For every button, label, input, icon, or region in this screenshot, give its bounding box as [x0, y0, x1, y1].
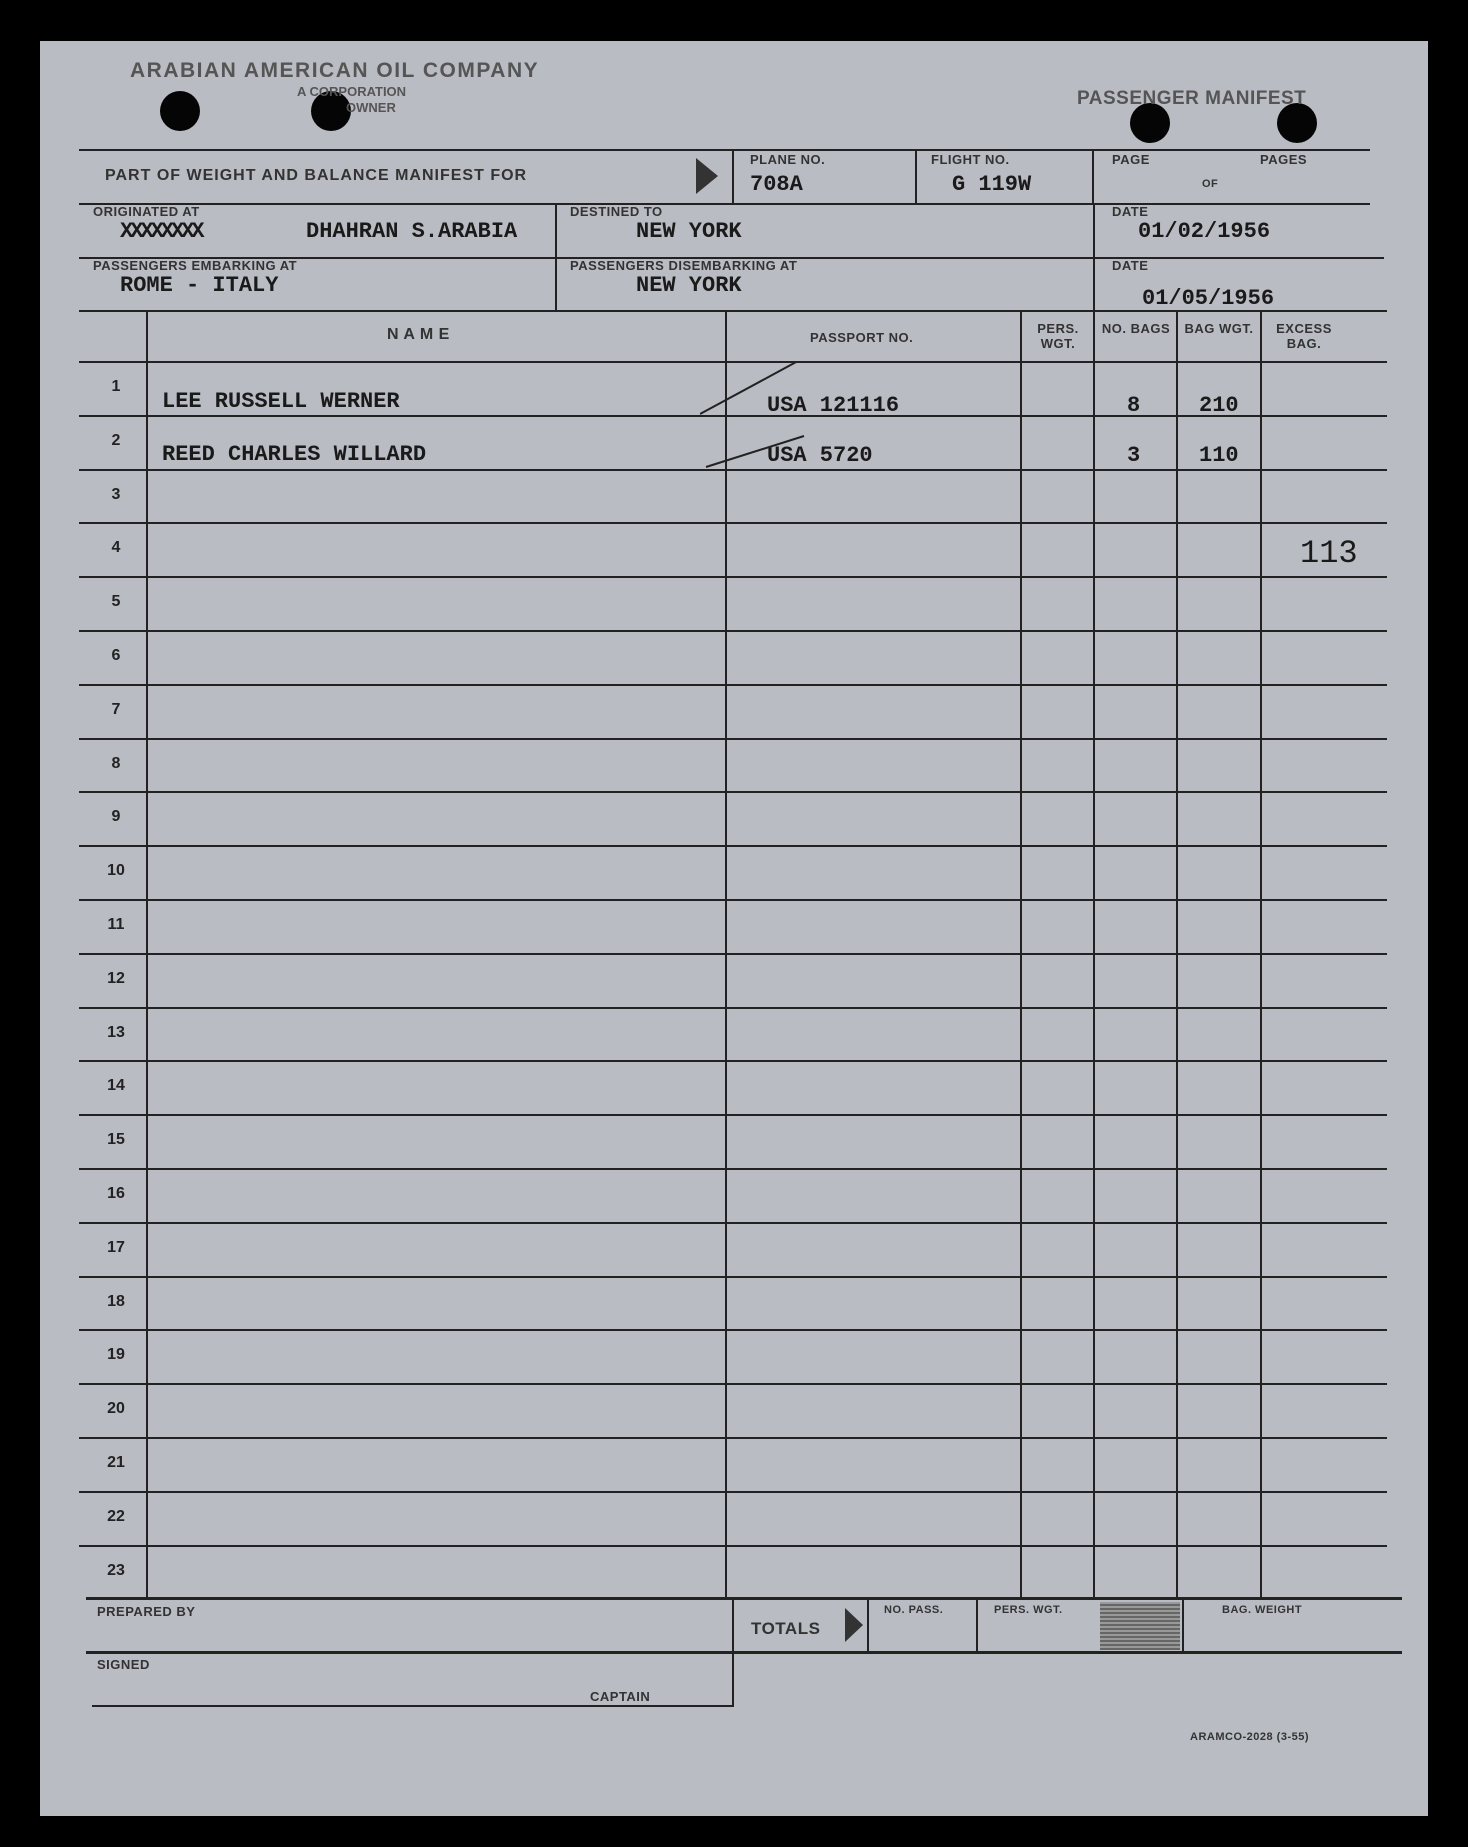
totals-label: TOTALS	[751, 1619, 821, 1638]
company-owner: OWNER	[346, 100, 396, 115]
date-label: DATE	[1112, 204, 1149, 219]
captain-label: CAPTAIN	[590, 1689, 651, 1704]
passport-no: USA 121116	[767, 393, 900, 418]
passport-no: USA 5720	[767, 443, 873, 468]
originated-at: DHAHRAN S.ARABIA	[306, 219, 518, 244]
no-bags: 3	[1127, 443, 1141, 468]
date-label: DATE	[1112, 258, 1149, 273]
col-no-bags: NO. BAGS	[1101, 321, 1171, 336]
row-number: 4	[111, 539, 121, 557]
row-number: 6	[111, 647, 121, 664]
row-number: 7	[111, 700, 121, 718]
embarking-at: ROME - ITALY	[120, 273, 279, 298]
no-pass-label: NO. PASS.	[884, 1604, 944, 1616]
row-number: 13	[107, 1023, 125, 1041]
row-number: 5	[111, 593, 121, 611]
disembark-label: PASSENGERS DISEMBARKING AT	[570, 258, 798, 273]
prepared-by-label: PREPARED BY	[97, 1604, 196, 1619]
row-number: 19	[107, 1346, 125, 1364]
row-number: 2	[111, 431, 121, 449]
pages-label: PAGES	[1260, 152, 1308, 167]
col-pers-wgt: PERS. WGT.	[1037, 321, 1079, 351]
flight-no: G 119W	[952, 172, 1032, 197]
arrival-date: 01/05/1956	[1142, 286, 1275, 311]
embark-label: PASSENGERS EMBARKING AT	[93, 258, 298, 273]
row-number: 16	[107, 1185, 125, 1202]
no-bags: 8	[1127, 393, 1141, 418]
row-number: 11	[107, 916, 125, 933]
plane-no: 708A	[750, 172, 803, 197]
disembarking-at: NEW YORK	[636, 273, 742, 298]
of-label: OF	[1202, 178, 1219, 190]
row-number: 1	[111, 378, 121, 395]
page-label: PAGE	[1112, 152, 1150, 167]
row-number: 3	[111, 485, 121, 503]
departure-date: 01/02/1956	[1138, 219, 1271, 244]
company-name: ARABIAN AMERICAN OIL COMPANY	[130, 59, 540, 82]
bag-weight-label: BAG. WEIGHT	[1222, 1604, 1303, 1616]
row-number: 21	[107, 1454, 125, 1471]
col-bag-wgt: BAG WGT.	[1184, 321, 1254, 336]
plane-no-label: PLANE NO.	[750, 152, 826, 167]
signed-label: SIGNED	[97, 1657, 150, 1672]
flight-no-label: FLIGHT NO.	[931, 152, 1010, 167]
row-number: 14	[107, 1077, 125, 1095]
company-subtitle: A CORPORATION	[297, 84, 407, 99]
row-number: 18	[107, 1292, 125, 1310]
originated-label: ORIGINATED AT	[93, 204, 200, 219]
passenger-name: REED CHARLES WILLARD	[162, 442, 427, 467]
row-number: 22	[107, 1507, 125, 1525]
form-title: PASSENGER MANIFEST	[1077, 88, 1307, 109]
part-of-label: PART OF WEIGHT AND BALANCE MANIFEST FOR	[105, 167, 528, 184]
form-number: ARAMCO-2028 (3-55)	[1190, 1731, 1310, 1743]
manifest-sheet	[40, 41, 1428, 1816]
arrow-right-icon	[845, 1608, 863, 1642]
punch-hole	[160, 91, 200, 131]
passenger-name: LEE RUSSELL WERNER	[162, 389, 400, 414]
side-note: 113	[1300, 535, 1358, 572]
pers-wgt-label: PERS. WGT.	[994, 1604, 1063, 1616]
check-marks	[700, 361, 840, 481]
row-number: 17	[107, 1238, 125, 1256]
bag-weight: 110	[1199, 443, 1239, 468]
destined-label: DESTINED TO	[570, 204, 663, 219]
shaded-box	[1100, 1602, 1180, 1650]
col-passport: PASSPORT NO.	[810, 330, 914, 345]
col-name: N A M E	[387, 326, 450, 343]
bag-weight: 210	[1199, 393, 1239, 418]
originated-struck: XXXXXXXX	[120, 219, 202, 244]
destined-to: NEW YORK	[636, 219, 742, 244]
row-number: 9	[111, 808, 121, 826]
row-number: 20	[107, 1400, 125, 1418]
row-number: 10	[107, 862, 125, 880]
arrow-right-icon	[696, 158, 718, 194]
row-number: 8	[111, 754, 121, 772]
row-number: 23	[107, 1561, 125, 1579]
row-number: 12	[107, 969, 125, 987]
col-excess-bag: EXCESS BAG.	[1276, 321, 1332, 351]
row-number: 15	[107, 1131, 125, 1149]
